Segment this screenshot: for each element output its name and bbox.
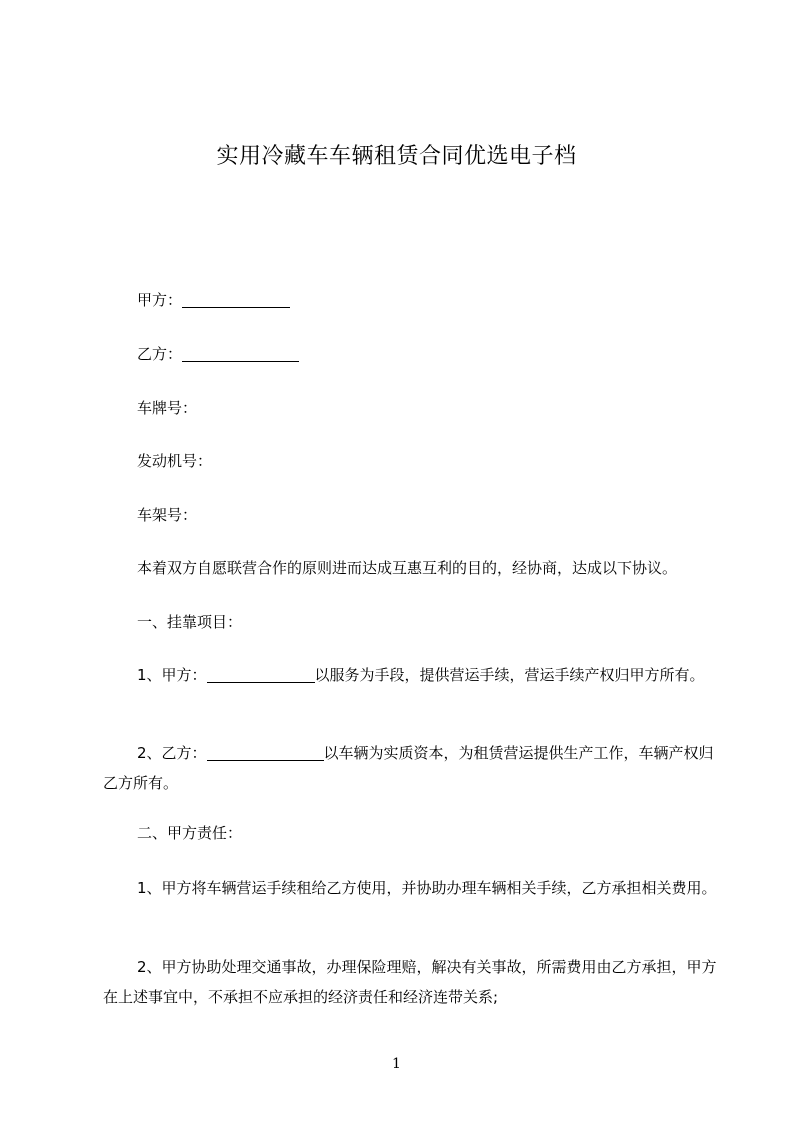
item-1-2-blank	[207, 744, 324, 761]
party-a-blank	[182, 291, 290, 308]
item-1-2-paragraph	[103, 738, 720, 798]
plate-number-label: 车牌号：	[137, 399, 198, 417]
item-2-1-text: 1、甲方将车辆营运手续租给乙方使用，并协助办理车辆相关手续，乙方承担相关费用。	[137, 879, 717, 897]
item-2-2-text: 2、甲方协助处理交通事故，办理保险理赔，解决有关事故，所需费用由乙方承担，甲方在上述事宜中，不承担不应承担的经济责任和经济连带关系;	[103, 958, 717, 1006]
item-1-1-text: 以服务为手段，提供营运手续，营运手续产权归甲方所有。	[314, 666, 705, 684]
document-title: 实用冷藏车车辆租赁合同优选电子档	[216, 144, 577, 169]
item-1-2-prefix: 2、乙方：	[137, 744, 207, 762]
party-b-line	[103, 339, 754, 369]
party-a-label: 甲方：	[137, 291, 183, 309]
item-1-1-paragraph	[103, 660, 720, 690]
frame-number-label: 车架号：	[137, 506, 198, 524]
section-2-heading-text: 二、甲方责任：	[137, 824, 243, 842]
page-number: 1	[392, 1056, 401, 1072]
intro-text: 本着双方自愿联营合作的原则进而达成互惠互利的目的，经协商，达成以下协议。	[137, 559, 678, 577]
item-1-1-prefix: 1、甲方：	[137, 666, 207, 684]
item-1-1-blank	[207, 666, 315, 683]
intro-paragraph	[103, 553, 754, 583]
engine-number-line	[103, 446, 754, 476]
item-2-1-paragraph	[103, 873, 720, 903]
frame-number-line	[103, 500, 754, 530]
party-a-line	[103, 285, 754, 315]
section-1-heading-text: 一、挂靠项目：	[137, 613, 243, 631]
plate-number-line	[103, 393, 754, 423]
party-b-blank	[182, 345, 299, 362]
item-2-2-paragraph	[103, 952, 720, 1012]
engine-number-label: 发动机号：	[137, 452, 213, 470]
item-1-2-text: 以车辆为实质资本，为租赁营运提供生产工作，车辆产权归乙方所有。	[103, 744, 714, 792]
party-b-label: 乙方：	[137, 345, 183, 363]
section-1-heading	[103, 607, 754, 637]
section-2-heading	[103, 818, 754, 848]
